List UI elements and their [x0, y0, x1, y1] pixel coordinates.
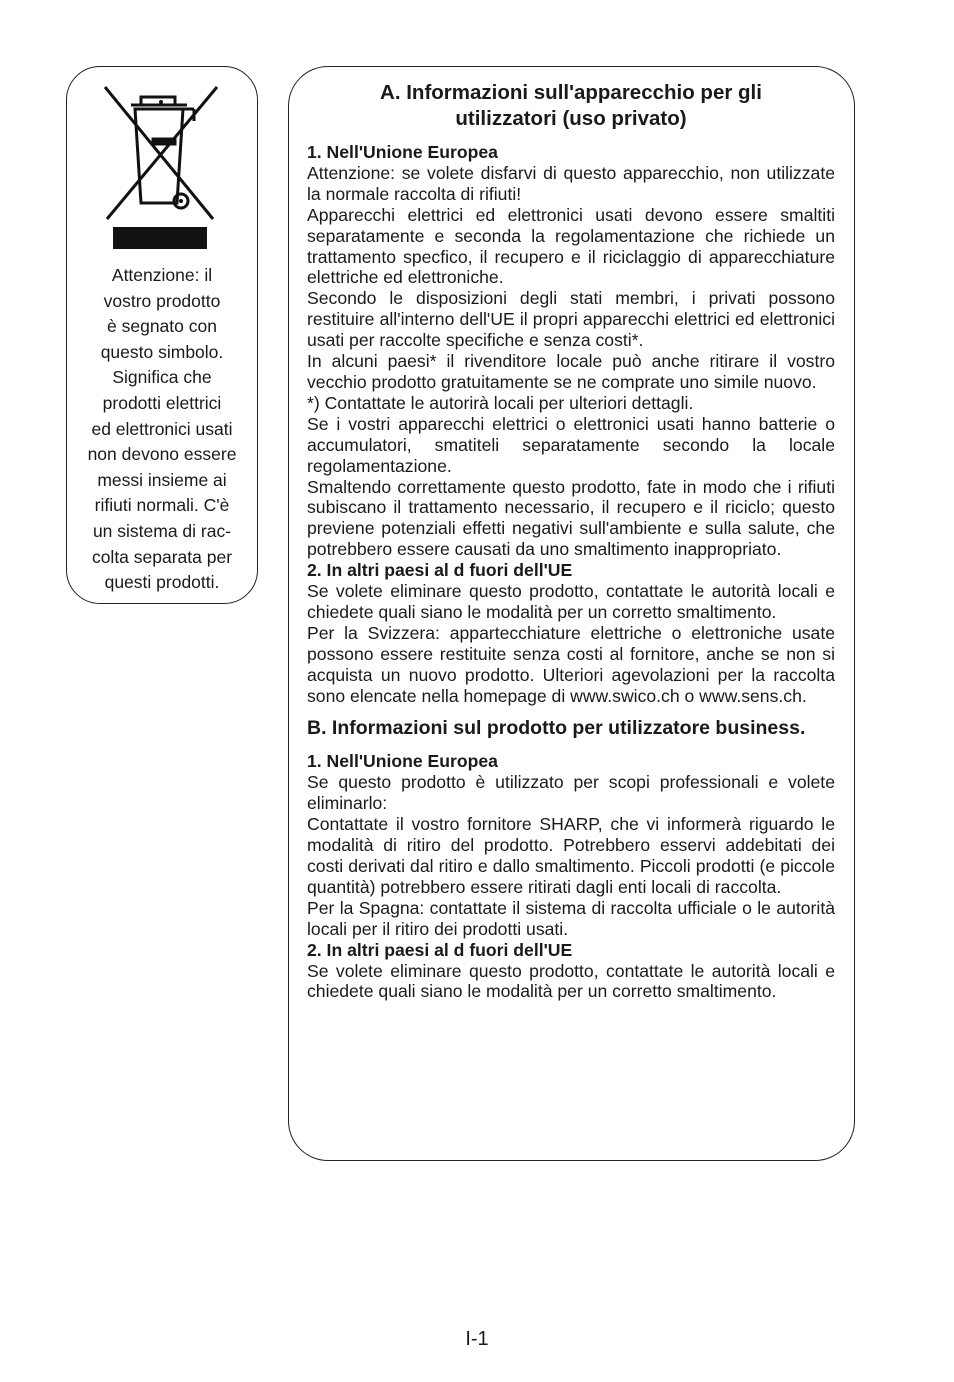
weee-warning-text	[75, 263, 249, 596]
paragraph: Se questo prodotto è utilizzato per scopi professionali e volete eliminarlo:	[307, 772, 835, 814]
warning-line: un sistema di rac-	[92, 520, 232, 541]
warning-line: prodotti elettrici	[102, 392, 222, 413]
section-a-other-heading: 2. In altri paesi al d fuori dell'UE	[307, 560, 573, 581]
section-b-other-heading: 2. In altri paesi al d fuori dell'UE	[307, 939, 573, 960]
paragraph: In alcuni paesi* il rivenditore locale può anche ritirare il vostro vecchio prodotto gratuitamente se ne comprate uno simile nuovo.	[307, 351, 835, 392]
weee-notice-box	[66, 66, 258, 604]
warning-line: questi prodotti.	[104, 572, 220, 593]
warning-line: Significa che	[112, 367, 212, 388]
section-a-title-line: A. Informazioni sull'apparecchio per gli	[380, 81, 762, 104]
paragraph: Secondo le disposizioni degli stati membri, i privati possono restituire all'interno dell'UE il propri apparecchi elettrici ed elettronici usati per raccolte specifiche e senza costi*.	[307, 288, 835, 351]
paragraph: Per la Spagna: contattate il sistema di raccolta ufficiale o le autorità locali per il ritiro dei prodotti usati.	[307, 897, 835, 939]
warning-line: è segnato con	[107, 316, 217, 337]
paragraph: Se i vostri apparecchi elettrici o elettronici usati hanno batterie o accumulatori, smatiteli separatamente secondo la locale regolamentazione.	[307, 413, 835, 476]
paragraph: Se volete eliminare questo prodotto, contattate le autorità locali e chiedete quali siano le modalità per un corretto smaltimento.	[307, 581, 835, 622]
section-a-title	[307, 80, 835, 132]
paragraph: Contattate il vostro fornitore SHARP, che vi informerà riguardo le modalità di ritiro del prodotto. Potrebbero esservi addebitati dei costi derivati dal ritiro e dallo smaltimento. Piccoli prodotti (e piccole quantità) potrebbero essere ritirati dagli enti locali di raccolta.	[307, 814, 835, 897]
warning-line: ed elettronici usati	[91, 418, 233, 439]
paragraph: Apparecchi elettrici ed elettronici usati devono essere smaltiti separatamente e seconda la regolamentazione che richiede un trattamento specfico, il recupero e il riciclaggio di apparecchiature elettriche ed elettroniche.	[307, 204, 835, 288]
paragraph: Attenzione: se volete disfarvi di questo apparecchio, non utilizzate la normale raccolta di rifiuti!	[307, 162, 835, 204]
section-b-eu-heading: 1. Nell'Unione Europea	[307, 751, 498, 772]
warning-line: vostro prodotto	[103, 290, 221, 311]
warning-line: questo simbolo.	[100, 341, 224, 362]
warning-line: non devono essere	[87, 444, 237, 465]
paragraph: Se volete eliminare questo prodotto, contattate le autorità locali e chiedete quali siano le modalità per un corretto smaltimento.	[307, 960, 835, 1002]
warning-line: messi insieme ai	[97, 469, 227, 490]
section-a-eu-heading: 1. Nell'Unione Europea	[307, 142, 498, 162]
paragraph: Smaltendo correttamente questo prodotto, fate in modo che i rifiuti subiscano il trattamento necessario, il recupero e il riciclo; questo previene potenziali effetti negativi sull'ambiente e sulla salute, che potrebbero essere causati da uno smaltimento inappropriato.	[307, 476, 835, 560]
warning-line: rifiuti normali. C'è	[94, 495, 230, 516]
warning-line: Attenzione: il	[111, 265, 213, 285]
warning-line: colta separata per	[91, 546, 233, 567]
paragraph: Per la Svizzera: appartecchiature elettriche o elettroniche usate possono essere restituite senza costi al fornitore, anche se non si acquista un nuovo prodotto. Ulteriori agevolazioni per la raccolta sono elencate nella homepage di www.swico.ch o www.sens.ch.	[307, 622, 835, 706]
paragraph: *) Contattate le autorirà locali per ulteriori dettagli.	[307, 392, 694, 413]
separate-collection-bar	[113, 227, 207, 249]
page-number: I-1	[465, 1328, 489, 1350]
section-b-title: B. Informazioni sul prodotto per utilizzatore business.	[307, 717, 806, 740]
crossed-out-wheelie-bin-icon	[101, 85, 221, 225]
section-a-title-line: utilizzatori (uso privato)	[455, 107, 687, 130]
disposal-info-content	[307, 80, 835, 1002]
